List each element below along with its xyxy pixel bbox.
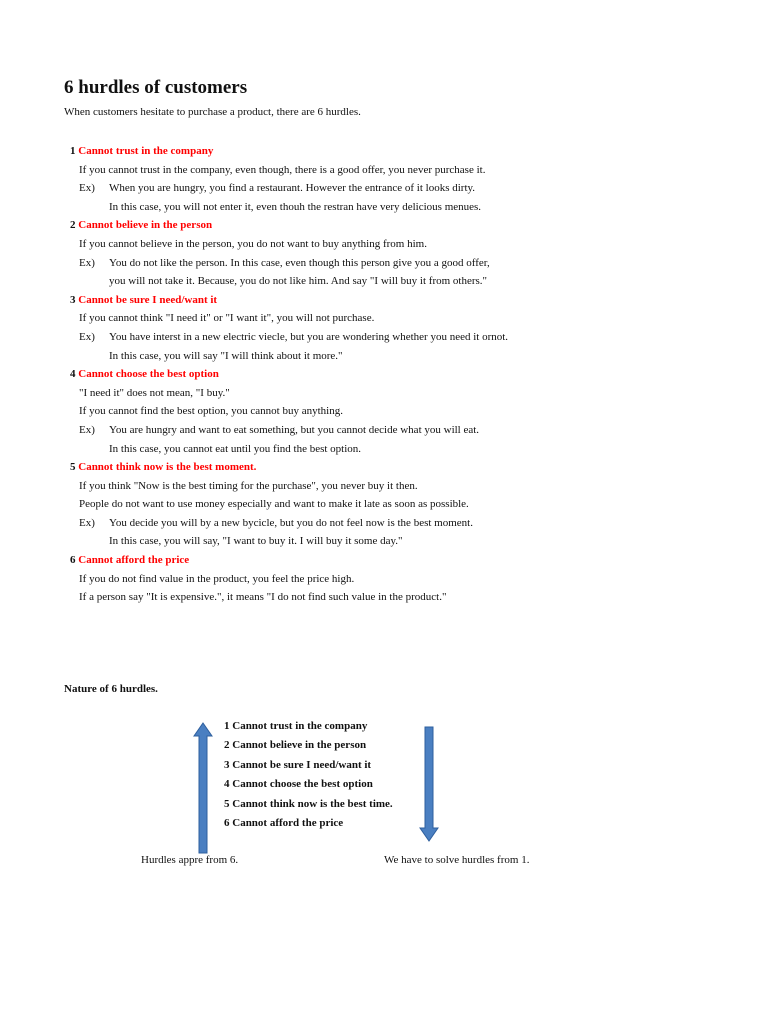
nature-item: 2 Cannot believe in the person xyxy=(224,739,367,752)
example-label: Ex) xyxy=(79,330,95,343)
hurdle-title: Cannot choose the best option xyxy=(78,368,219,381)
example-text: In this case, you will say "I will think about it more." xyxy=(109,349,343,362)
hurdle-number: 5 xyxy=(70,461,76,474)
hurdle-description: If you cannot find the best option, you cannot buy anything. xyxy=(79,405,343,418)
example-row xyxy=(70,254,730,273)
example-text: you will not take it. Because, you do not like him. And say "I will buy it from others." xyxy=(109,275,488,288)
hurdle-heading xyxy=(70,551,730,570)
example-text: You have interst in a new electric viecle, but you are wondering whether you need it ornot. xyxy=(109,330,509,343)
example-label: Ex) xyxy=(79,256,95,269)
hurdle-section-5 xyxy=(70,458,730,551)
example-row xyxy=(70,421,730,440)
example-row xyxy=(70,514,730,533)
hurdle-heading xyxy=(70,291,730,310)
intro-text: When customers hesitate to purchase a product, there are 6 hurdles. xyxy=(64,106,361,118)
example-text: In this case, you cannot eat until you find the best option. xyxy=(109,442,362,455)
example-row xyxy=(70,328,730,347)
arrow-down-shape xyxy=(420,727,438,841)
hurdle-description: If you do not find value in the product, you feel the price high. xyxy=(79,572,355,585)
right-caption: We have to solve hurdles from 1. xyxy=(384,854,530,866)
hurdle-title: Cannot believe in the person xyxy=(78,219,213,232)
arrow-up-icon xyxy=(193,722,213,854)
example-text: In this case, you will say, "I want to buy it. I will buy it some day." xyxy=(109,535,403,548)
hurdle-title: Cannot afford the price xyxy=(78,554,190,567)
hurdle-section-2 xyxy=(70,216,730,290)
hurdles-list xyxy=(70,142,730,607)
nature-title: Nature of 6 hurdles. xyxy=(64,683,158,695)
hurdle-heading xyxy=(70,142,730,161)
hurdle-description: People do not want to use money especially and want to make it late as soon as possible. xyxy=(79,498,469,511)
example-text: In this case, you will not enter it, even thouh the restran have very delicious menues. xyxy=(109,200,482,213)
arrow-up-shape xyxy=(194,723,212,853)
hurdle-heading xyxy=(70,458,730,477)
hurdle-description: If you cannot believe in the person, you do not want to buy anything from him. xyxy=(79,237,427,250)
hurdle-number: 2 xyxy=(70,219,76,232)
example-row xyxy=(70,179,730,198)
hurdle-description: "I need it" does not mean, "I buy." xyxy=(79,386,230,399)
example-text: You do not like the person. In this case, even though this person give you a good offer, xyxy=(109,256,490,269)
nature-item: 1 Cannot trust in the company xyxy=(224,720,368,732)
hurdle-section-4 xyxy=(70,365,730,458)
hurdle-title: Cannot think now is the best moment. xyxy=(78,461,257,474)
hurdle-title: Cannot be sure I need/want it xyxy=(78,293,218,306)
example-text: You decide you will by a new bycicle, but you do not feel now is the best moment. xyxy=(109,516,473,529)
page-title: 6 hurdles of customers xyxy=(64,77,248,98)
hurdle-section-6 xyxy=(70,551,730,607)
hurdle-section-1 xyxy=(70,142,730,216)
hurdle-description: If you cannot trust in the company, even though, there is a good offer, you never purchase it. xyxy=(79,163,486,176)
hurdle-number: 6 xyxy=(70,554,76,567)
hurdle-title: Cannot trust in the company xyxy=(78,145,214,157)
hurdle-number: 1 xyxy=(70,145,76,157)
example-label: Ex) xyxy=(79,423,95,436)
hurdle-heading xyxy=(70,216,730,235)
hurdle-heading xyxy=(70,365,730,384)
hurdle-number: 3 xyxy=(70,293,76,306)
nature-item: 4 Cannot choose the best option xyxy=(224,778,373,791)
example-label: Ex) xyxy=(79,516,95,529)
hurdle-description: If a person say "It is expensive.", it means "I do not find such value in the product." xyxy=(79,591,447,604)
example-text: When you are hungry, you find a restaurant. However the entrance of it looks dirty. xyxy=(109,182,476,195)
left-caption: Hurdles appre from 6. xyxy=(141,854,239,866)
hurdle-description: If you cannot think "I need it" or "I want it", you will not purchase. xyxy=(79,312,375,325)
hurdle-description: If you think "Now is the best timing for the purchase", you never buy it then. xyxy=(79,479,418,492)
nature-list xyxy=(224,717,393,833)
example-label: Ex) xyxy=(79,182,95,195)
nature-item: 3 Cannot be sure I need/want it xyxy=(224,758,372,771)
hurdle-number: 4 xyxy=(70,368,76,381)
nature-item: 6 Cannot afford the price xyxy=(224,816,344,829)
hurdle-section-3 xyxy=(70,291,730,365)
nature-item: 5 Cannot think now is the best time. xyxy=(224,797,393,810)
example-text: You are hungry and want to eat something, but you cannot decide what you will eat. xyxy=(109,423,480,436)
arrow-down-icon xyxy=(419,726,439,842)
